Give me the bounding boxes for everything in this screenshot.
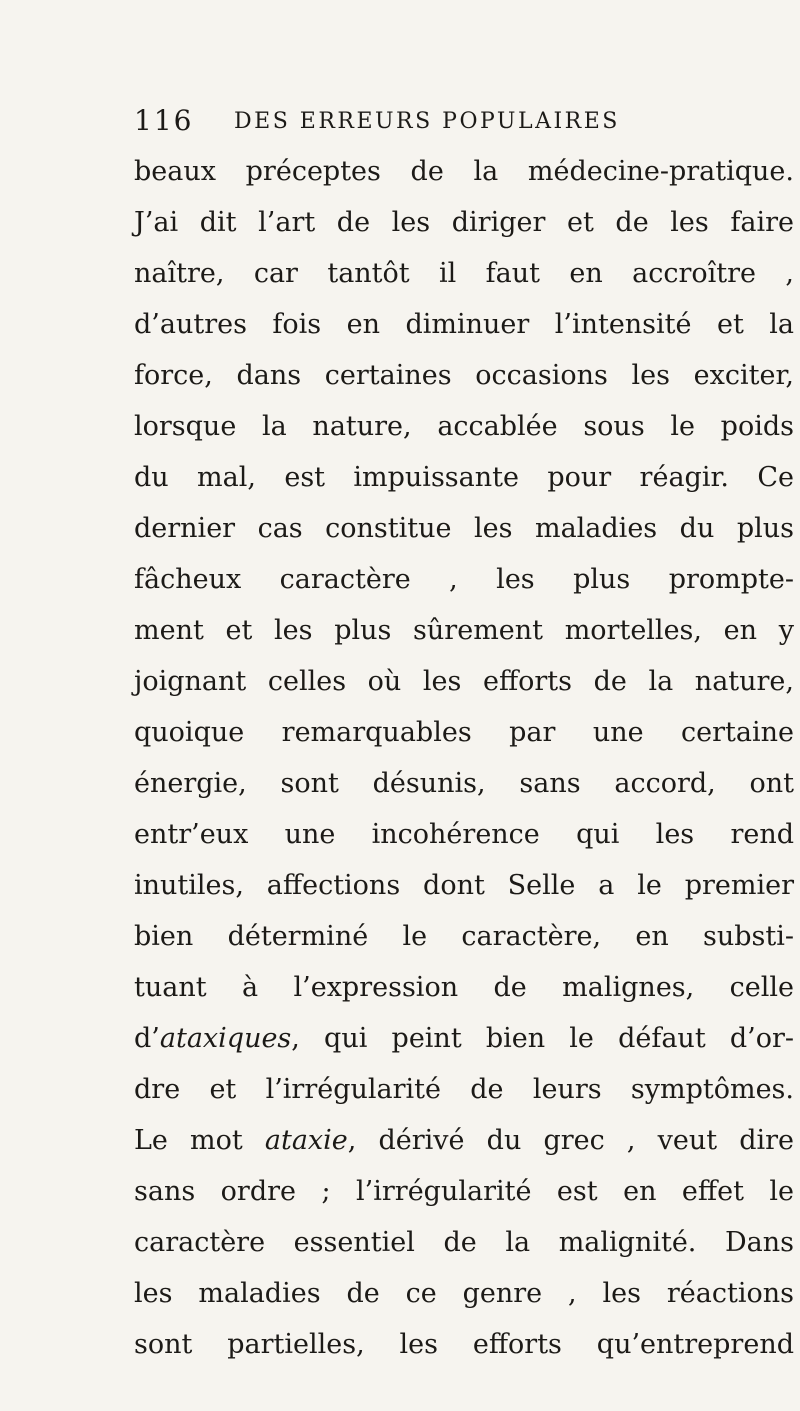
text-line: J’ai dit l’art de les diriger et de les faire <box>134 207 794 238</box>
text-line: caractère essentiel de la malignité. Dans <box>134 1227 794 1258</box>
text-line: force, dans certaines occasions les exciter, <box>134 360 794 391</box>
text-line: sans ordre ; l’irrégularité est en effet le <box>134 1176 794 1207</box>
text-segment: , dérivé du grec , veut dire <box>347 1125 795 1156</box>
text-line: bien déterminé le caractère, en substi- <box>134 921 794 952</box>
body-text <box>134 146 794 1370</box>
text-line: joignant celles où les efforts de la nature, <box>134 666 794 697</box>
text-line: énergie, sont désunis, sans accord, ont <box>134 768 794 799</box>
text-segment: d’ <box>134 1023 160 1054</box>
text-segment: , qui peint bien le défaut d’or- <box>291 1023 794 1054</box>
text-segment: Le mot <box>134 1125 265 1156</box>
text-line: dre et l’irrégularité de leurs symptômes. <box>134 1074 794 1105</box>
text-line: inutiles, affections dont Selle a le premier <box>134 870 794 901</box>
page-number: 116 <box>134 104 194 137</box>
italic-term-ataxie: ataxie <box>264 1125 348 1156</box>
text-line: d’autres fois en diminuer l’intensité et la <box>134 309 794 340</box>
text-line: sont partielles, les efforts qu’entreprend <box>134 1329 794 1360</box>
text-line-with-italic <box>134 1115 794 1166</box>
running-head <box>134 100 794 140</box>
text-line: beaux préceptes de la médecine-pratique. <box>134 156 794 187</box>
text-line: quoique remarquables par une certaine <box>134 717 794 748</box>
text-line: les maladies de ce genre , les réactions <box>134 1278 794 1309</box>
text-line-with-italic <box>134 1013 794 1064</box>
text-line: tuant à l’expression de malignes, celle <box>134 972 794 1003</box>
text-line: ment et les plus sûrement mortelles, en y <box>134 615 794 646</box>
text-line: fâcheux caractère , les plus prompte- <box>134 564 794 595</box>
italic-term-ataxiques: ataxiques <box>159 1023 292 1054</box>
text-line: lorsque la nature, accablée sous le poids <box>134 411 794 442</box>
text-line: dernier cas constitue les maladies du plus <box>134 513 794 544</box>
text-line: entr’eux une incohérence qui les rend <box>134 819 794 850</box>
text-line: du mal, est impuissante pour réagir. Ce <box>134 462 794 493</box>
running-title: DES ERREURS POPULAIRES <box>234 109 620 134</box>
text-line: naître, car tantôt il faut en accroître , <box>134 258 794 289</box>
